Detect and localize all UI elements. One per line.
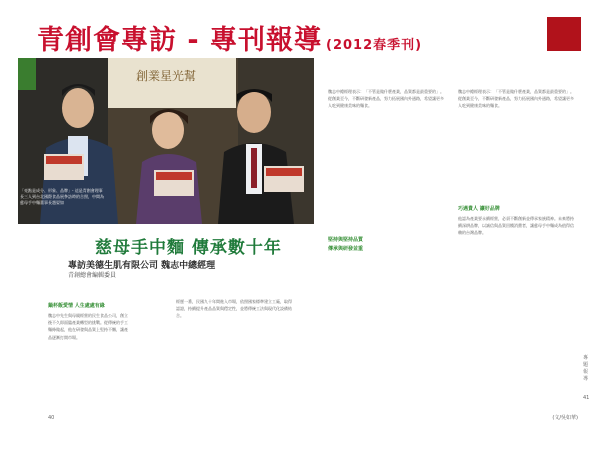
side-section-label: 專題報導 bbox=[583, 355, 589, 382]
col3-heading-1: 堅持與堅持品質 bbox=[328, 237, 364, 243]
column-4b-text: 他認為產業要永續經營，必須不斷創新並傳承家族精神。未來將持續深耕品牌，以誠信與品質回饋消費者，讓慈母手中麵成為值得信賴的台灣品牌。 bbox=[458, 216, 574, 236]
col3-heading-2: 傳承與研發並重 bbox=[328, 246, 364, 252]
svg-text:創業星光幫: 創業星光幫 bbox=[136, 69, 197, 83]
article-subheadline: 專訪美德生肌有限公司 魏志中總經理 bbox=[68, 261, 216, 271]
article-footer: (文/吳如華) bbox=[552, 415, 578, 421]
article-photo bbox=[18, 58, 314, 224]
article-author: 青創總會編輯委員 bbox=[68, 272, 117, 279]
title-main: 青創會專訪 - 專刊報導 bbox=[37, 25, 323, 56]
col4-heading: 巧遇貴人 讓好品牌 bbox=[458, 206, 500, 212]
col1-heading: 鍋杯飯愛情 人生處處有緣 bbox=[48, 303, 105, 309]
page-number-right: 41 bbox=[583, 395, 590, 401]
title-season: (2012春季刊) bbox=[326, 38, 423, 53]
brand-red-block bbox=[547, 17, 581, 51]
page-title bbox=[37, 18, 422, 57]
column-2-text: 經歷一番，民國九十年間進入市場，依照國家標準建立工廠，取得認證，持續提升產品品質與穩定性，並將傳統工法與現代化設備結合。 bbox=[176, 299, 292, 319]
page-number-left: 40 bbox=[48, 415, 55, 421]
article-headline: 慈母手中麵 傳承數十年 bbox=[95, 238, 282, 258]
column-3-text: 魏志中總經理表示：「不管是做什麼產業，品質都是最重要的」。從創業至今，不斷研發新產品，努力拓展國內外通路，希望讓更多人吃到健康美味的麵食。 bbox=[328, 89, 444, 109]
photo-caption: 「亮點是成分、形象、品牌」- 這是青創會理事長三人到台北國際食品展參訪時的合照，中間為慈母手中麵董事長趙晏如 bbox=[20, 188, 104, 205]
column-1-text: 魏志中先生與母親經營的民生食品公司，創立後不久即面臨產業轉型的挑戰。從傳統的手工麵條做起，他在研發與品質上堅持不懈，讓產品逐漸打開市場。 bbox=[48, 313, 128, 340]
column-4-text: 魏志中總經理表示：「不管是做什麼產業，品質都是最重要的」。從創業至今，不斷研發新產品，努力拓展國內外通路，希望讓更多人吃到健康美味的麵食。 bbox=[458, 89, 574, 109]
